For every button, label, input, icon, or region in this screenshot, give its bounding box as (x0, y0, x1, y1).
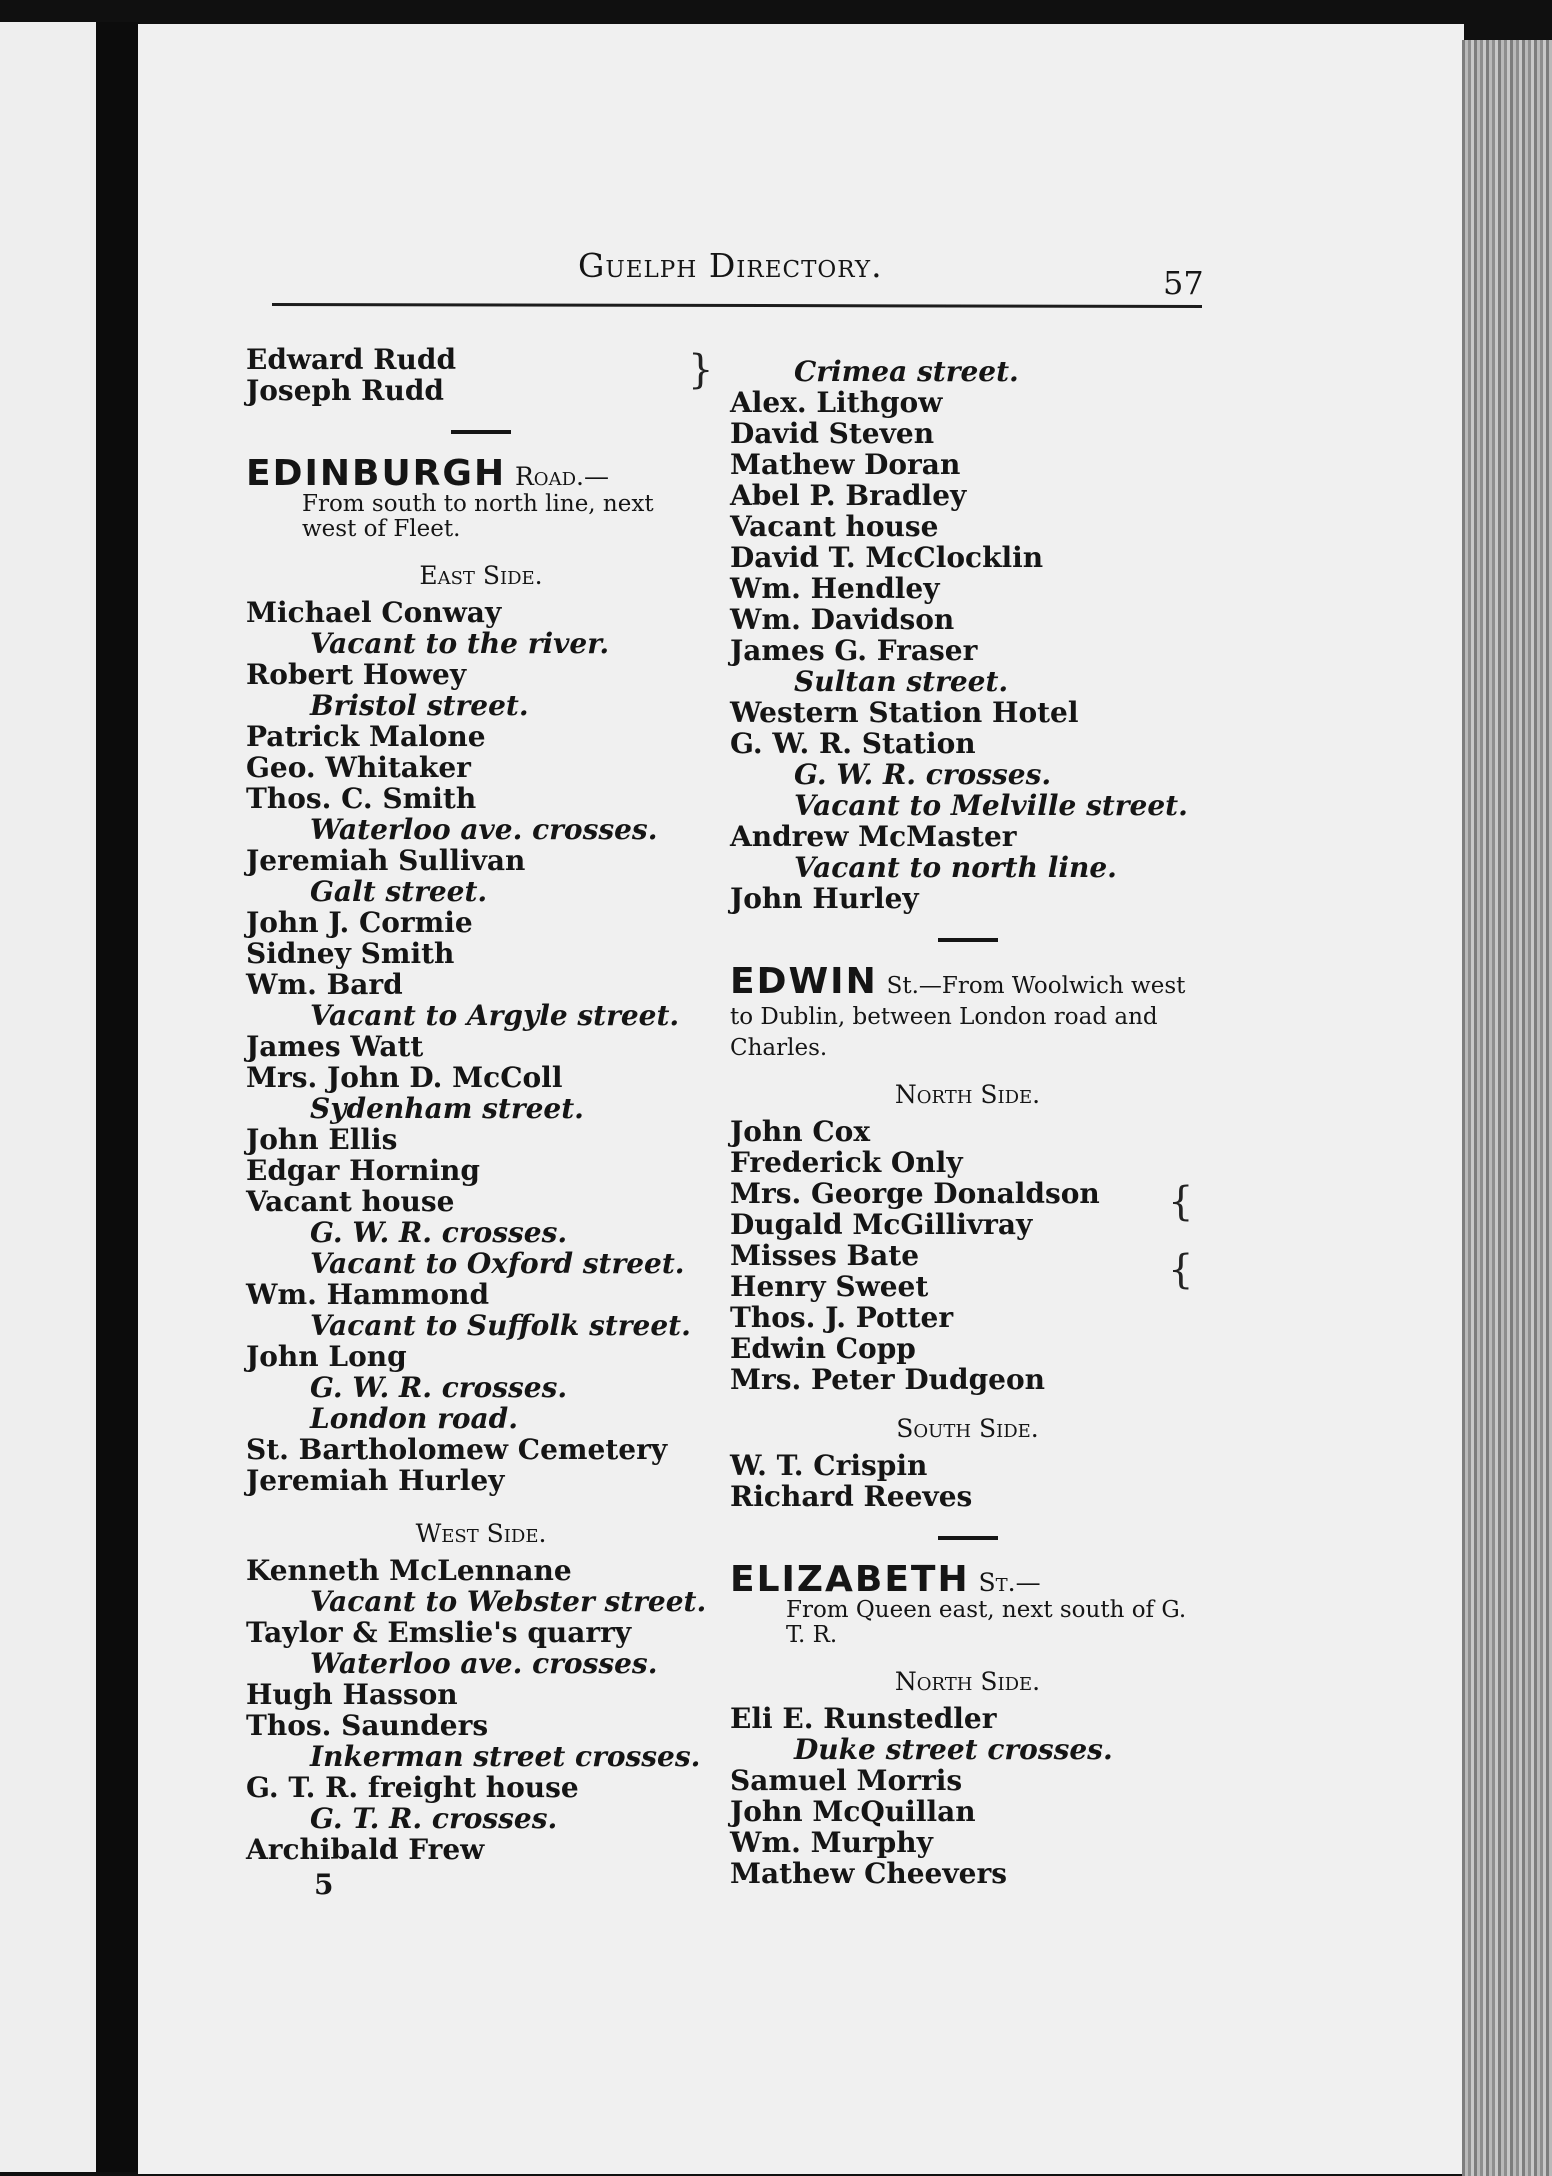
street-note: Vacant to Oxford street. (310, 1247, 685, 1280)
resident-entry: James G. Fraser (730, 634, 978, 667)
side-heading: West Side. (415, 1519, 547, 1548)
street-type: St.— (978, 1568, 1041, 1597)
resident-entry: Robert Howey (246, 658, 467, 691)
street-note: Bristol street. (310, 689, 529, 722)
entry-list (730, 1703, 1205, 1889)
resident-entry: Kenneth McLennane (246, 1554, 572, 1587)
resident-entry: Thos. C. Smith (246, 782, 477, 815)
resident-entry: Jeremiah Hurley (246, 1464, 505, 1497)
section-divider (938, 1536, 998, 1540)
resident-entry: John Long (246, 1340, 407, 1373)
street-note: Vacant to Argyle street. (310, 999, 680, 1032)
entry-list (730, 356, 1205, 914)
resident-entry: David Steven (730, 417, 935, 450)
street-description: From south to north line, next west of Fleet. (302, 491, 654, 542)
resident-entry: John Hurley (730, 882, 919, 915)
street-name: EDINBURGH (246, 453, 507, 494)
page-number: 57 (1163, 264, 1204, 302)
side-heading: South Side. (896, 1414, 1039, 1443)
resident-entry: W. T. Crispin (730, 1449, 928, 1482)
resident-entry: Samuel Morris (730, 1764, 963, 1797)
street-note: Galt street. (310, 875, 488, 908)
brace-mark: { (1168, 1247, 1194, 1293)
resident-entry: Richard Reeves (730, 1480, 973, 1513)
street-elizabeth (730, 1559, 1205, 1890)
street-edinburgh (246, 453, 716, 1866)
brace-mark: } (688, 347, 714, 393)
resident-entry: John Ellis (246, 1123, 398, 1156)
street-note: Vacant to the river. (310, 627, 610, 660)
resident-entry: Misses Bate (730, 1239, 920, 1272)
section-divider (938, 938, 998, 942)
entry-list (730, 1116, 1205, 1395)
brace-mark: { (1168, 1179, 1194, 1225)
resident-entry: Edgar Horning (246, 1154, 480, 1187)
resident-entry: Edwin Copp (730, 1332, 916, 1365)
signature-mark: 5 (314, 1868, 334, 1901)
street-heading (246, 453, 716, 494)
resident-entry: Michael Conway (246, 596, 502, 629)
resident-entry: Geo. Whitaker (246, 751, 471, 784)
book-binding (96, 22, 140, 2172)
street-type: Road.— (514, 462, 609, 491)
resident-entry: Western Station Hotel (730, 696, 1079, 729)
street-heading (730, 961, 1205, 1061)
street-name: EDWIN (730, 961, 878, 1002)
resident-entry: Mathew Cheevers (730, 1857, 1007, 1890)
resident-entry: Patrick Malone (246, 720, 486, 753)
side-heading: North Side. (894, 1667, 1041, 1696)
resident-entry: G. W. R. Station (730, 727, 976, 760)
resident-entry: John McQuillan (730, 1795, 976, 1828)
street-note: Waterloo ave. crosses. (310, 1647, 658, 1680)
street-description: From Queen east, next south of G. T. R. (786, 1597, 1187, 1648)
resident-entry: Eli E. Runstedler (730, 1702, 997, 1735)
resident-entry: James Watt (246, 1030, 424, 1063)
resident-entry: Wm. Murphy (730, 1826, 933, 1859)
resident-entry: Vacant house (730, 510, 939, 543)
resident-entry: Wm. Bard (246, 968, 403, 1001)
resident-entry: Mathew Doran (730, 448, 961, 481)
resident-entry: Wm. Hammond (246, 1278, 490, 1311)
resident-entry: Thos. J. Potter (730, 1301, 954, 1334)
street-note: Vacant to Melville street. (794, 789, 1188, 822)
resident-entry: Alex. Lithgow (730, 386, 943, 419)
resident-entry: John J. Cormie (246, 906, 473, 939)
resident-entry: Wm. Hendley (730, 572, 940, 605)
resident-entry: Wm. Davidson (730, 603, 955, 636)
running-header: Guelph Directory. (578, 246, 883, 285)
section-divider (451, 430, 511, 434)
resident-entry: Mrs. John D. McColl (246, 1061, 563, 1094)
resident-entry: Hugh Hasson (246, 1678, 458, 1711)
entry-list (730, 1450, 1205, 1512)
entry-line: Edward Rudd (246, 343, 457, 376)
street-note: Vacant to Suffolk street. (310, 1309, 691, 1342)
street-note: Crimea street. (794, 355, 1019, 388)
street-description: St.—From Woolwich west to Dublin, between London road and Charles. (730, 973, 1186, 1061)
street-note: Inkerman street crosses. (310, 1740, 701, 1773)
side-heading: East Side. (419, 561, 543, 590)
street-note: Sydenham street. (310, 1092, 584, 1125)
street-heading (730, 1559, 1205, 1600)
left-column (246, 344, 716, 1900)
resident-entry: Jeremiah Sullivan (246, 844, 526, 877)
resident-entry: St. Bartholomew Cemetery (246, 1433, 668, 1466)
resident-entry: Dugald McGillivray (730, 1208, 1033, 1241)
resident-entry: Thos. Saunders (246, 1709, 489, 1742)
side-heading: North Side. (894, 1080, 1041, 1109)
street-note: G. W. R. crosses. (794, 758, 1052, 791)
street-note: G. T. R. crosses. (310, 1802, 558, 1835)
resident-entry: John Cox (730, 1115, 871, 1148)
facing-page-edge (0, 22, 100, 2172)
resident-entry: Sidney Smith (246, 937, 455, 970)
resident-entry: Taylor & Emslie's quarry (246, 1616, 632, 1649)
street-name: ELIZABETH (730, 1559, 970, 1600)
entry-list (246, 1555, 716, 1865)
resident-entry: Mrs. George Donaldson (730, 1177, 1100, 1210)
resident-entry: David T. McClocklin (730, 541, 1044, 574)
page-edges (1462, 40, 1552, 2176)
resident-entry: Archibald Frew (246, 1833, 485, 1866)
entry-list (246, 597, 716, 1496)
street-edwin (730, 961, 1205, 1513)
street-note: Sultan street. (794, 665, 1009, 698)
right-column (730, 356, 1205, 1889)
entry-line: Joseph Rudd (246, 374, 444, 407)
street-note: Duke street crosses. (794, 1733, 1113, 1766)
resident-entry: Vacant house (246, 1185, 455, 1218)
resident-entry: G. T. R. freight house (246, 1771, 579, 1804)
street-note: G. W. R. crosses. (310, 1371, 568, 1404)
street-note: G. W. R. crosses. (310, 1216, 568, 1249)
street-note: London road. (310, 1402, 518, 1435)
street-note: Waterloo ave. crosses. (310, 813, 658, 846)
resident-entry: Abel P. Bradley (730, 479, 967, 512)
resident-entry: Frederick Only (730, 1146, 963, 1179)
resident-entry: Andrew McMaster (730, 820, 1017, 853)
street-note: Vacant to north line. (794, 851, 1117, 884)
street-note: Vacant to Webster street. (310, 1585, 707, 1618)
resident-entry: Mrs. Peter Dudgeon (730, 1363, 1046, 1396)
resident-entry: Henry Sweet (730, 1270, 929, 1303)
